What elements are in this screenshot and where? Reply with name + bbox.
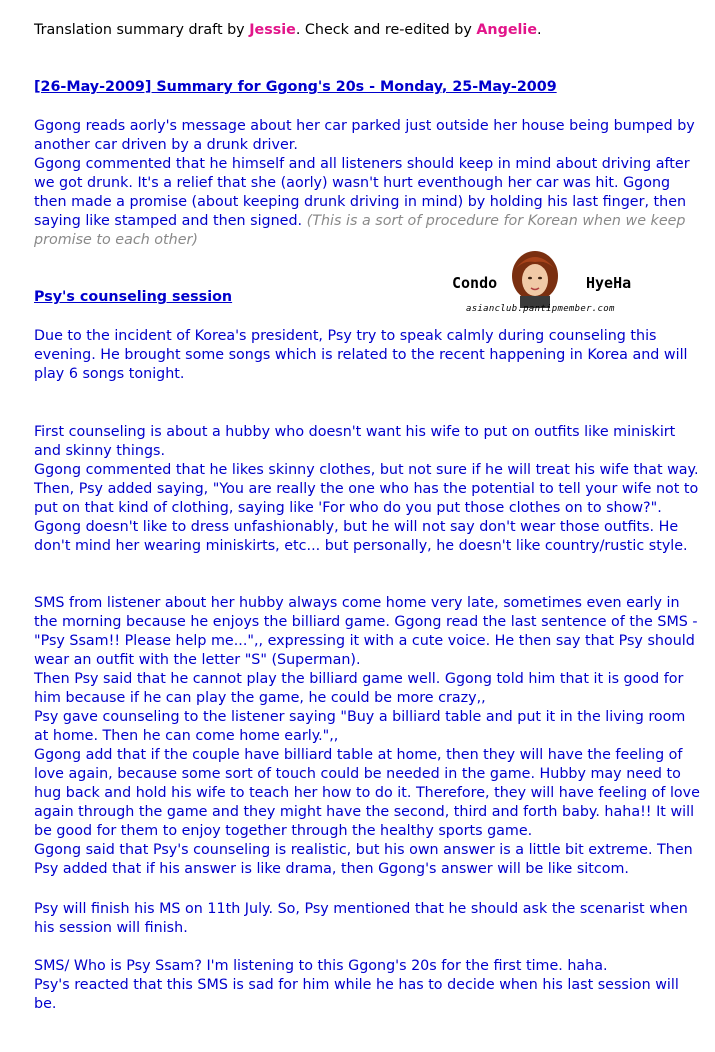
sms-billiard-paragraph-2: Then Psy said that he cannot play the billiard game well. Ggong told him that it is good for him because if he can play the game, he could be more crazy,, (34, 671, 684, 706)
counseling-intro-paragraph: Due to the incident of Korea's president, Psy try to speak calmly during counseling this evening. He brought some songs which is related to the recent happening in Korea and will play 6 songs tonight. (34, 328, 688, 382)
intro-paragraph-2-text: Ggong commented that he himself and all listeners should keep in mind about driving after we got drunk. It's a relief that she (aorly) wasn't hurt eventhough her car was hit. Ggong then made a promise (about keeping drunk driving in mind) by holding his last finger, then saying like stamped and then signed. (34, 156, 690, 229)
sms-billiard-paragraph-5: Ggong said that Psy's counseling is realistic, but his own answer is a little bit extreme. Then Psy added that if his answer is like drama, then Ggong's answer will be like sitcom. (34, 842, 693, 877)
sms-who-paragraph-2: Psy's reacted that this SMS is sad for him while he has to decide when his last session will be. (34, 977, 679, 1012)
counseling-intro (34, 327, 704, 384)
credit-prefix: Translation summary draft by (34, 22, 250, 38)
first-counseling-paragraph-1: First counseling is about a hubby who doesn't want his wife to put on outfits like miniskirt and skinny things. (34, 424, 676, 459)
logo-url-text: asianclub.pantipmember.com (466, 304, 615, 314)
editor-name: Angelie (476, 22, 538, 38)
credit-end: . (537, 22, 542, 38)
sms-billiard-paragraph-4: Ggong add that if the couple have billiard table at home, then they will have the feeling of love again, because some sort of touch could be needed in the game. Hubby may need to hug back and hold his wife to teach her how to do it. Therefore, they will have feeling of love again through the game and they might have the second, third and forth baby. haha!! It will be good for them to enjoy together through the healthy sports game. (34, 747, 700, 839)
condo-hyeha-logo (450, 250, 650, 320)
ms-finish-paragraph: Psy will finish his MS on 11th July. So, Psy mentioned that he should ask the scenarist when his session will finish. (34, 901, 688, 936)
translation-credit (34, 21, 542, 40)
intro-paragraph-2 (34, 155, 704, 250)
sms-who-paragraph-1: SMS/ Who is Psy Ssam? I'm listening to this Ggong's 20s for the first time. haha. (34, 958, 608, 974)
credit-middle: . Check and re-edited by (295, 22, 477, 38)
sms-billiard-paragraph-1: SMS from listener about her hubby always come home very late, sometimes even early in the morning because he enjoys the billiard game. Ggong read the last sentence of the SMS - "Psy Ssam!! Please help me...",, expressing it with a cute voice. He then say that Psy should wear an outfit with the letter "S" (Superman). (34, 595, 698, 668)
ms-finish-section (34, 900, 704, 938)
sms-who-section (34, 957, 704, 1014)
intro-section (34, 117, 704, 250)
first-counseling-section (34, 423, 704, 556)
sms-billiard-section (34, 594, 704, 879)
counseling-heading: Psy's counseling session (34, 289, 233, 305)
first-counseling-paragraph-3: Ggong doesn't like to dress unfashionably, but he will not say don't wear those outfits. He don't mind her wearing miniskirts, etc... but personally, he doesn't like country/rustic style. (34, 519, 688, 554)
translator-name: Jessie (249, 22, 296, 38)
logo-right-text: HyeHa (586, 274, 632, 292)
intro-paragraph-1: Ggong reads aorly's message about her car parked just outside her house being bumped by another car driven by a drunk driver. (34, 118, 695, 153)
summary-title: [26-May-2009] Summary for Ggong's 20s - Monday, 25-May-2009 (34, 79, 557, 95)
sms-billiard-paragraph-3: Psy gave counseling to the listener saying "Buy a billiard table and put it in the living room at home. Then he can come home early.",, (34, 709, 686, 744)
logo-left-text: Condo (452, 274, 498, 292)
intro-note: (This is a sort of procedure for Korean when we keep promise to each other) (34, 213, 686, 248)
first-counseling-paragraph-2: Ggong commented that he likes skinny clothes, but not sure if he will treat his wife that way. Then, Psy added saying, "You are really the one who has the potential to tell your wife not to put on that kind of clothing, saying like 'For who do you put those clothes on to show?". (34, 462, 699, 516)
